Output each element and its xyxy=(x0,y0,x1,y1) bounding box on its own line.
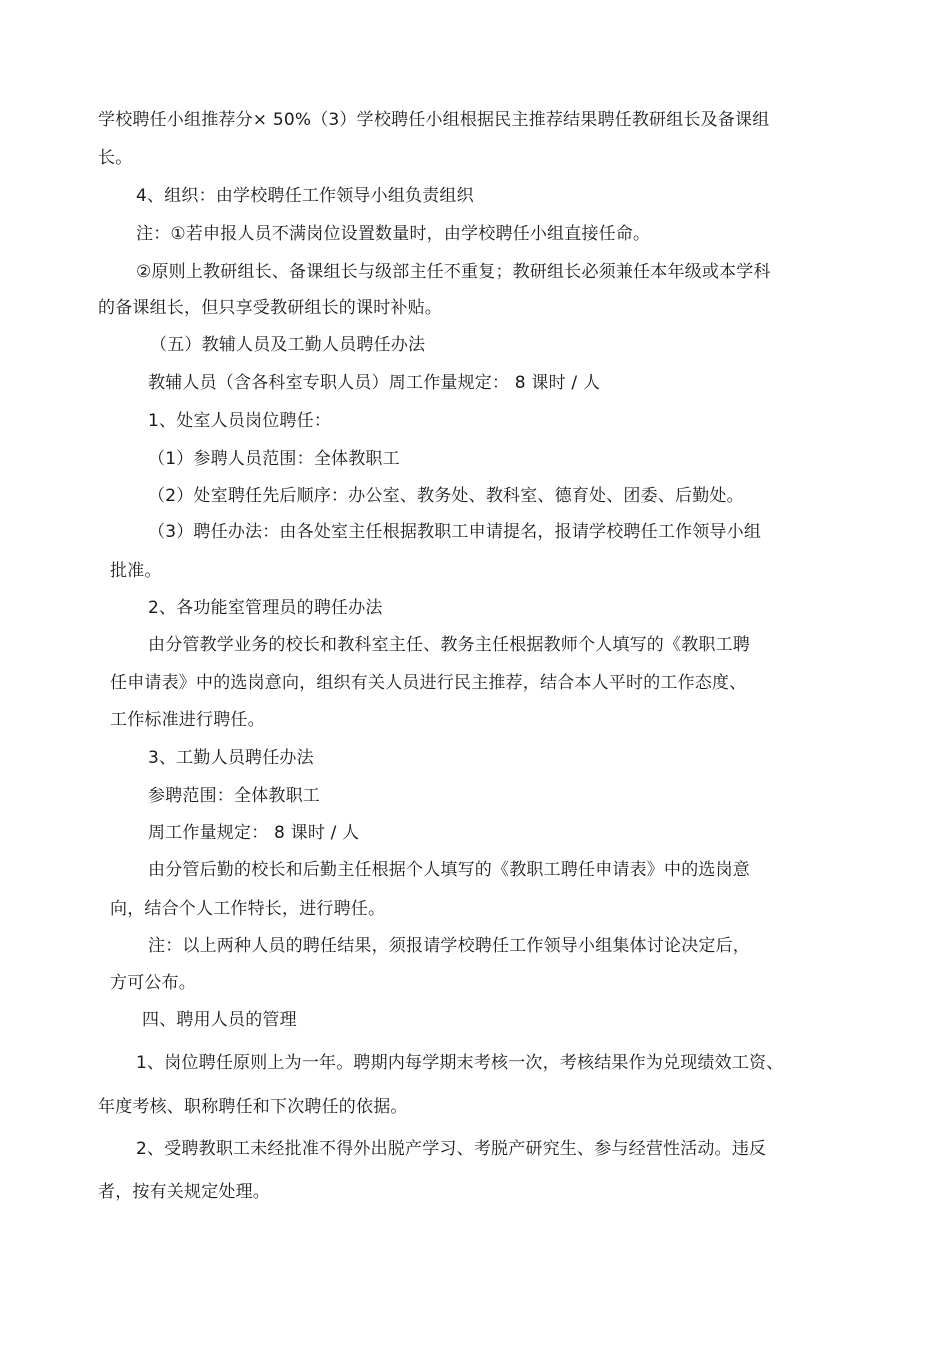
text-line: 的备课组长，但只享受教研组长的课时补贴。 xyxy=(98,298,442,318)
text-line: 批准。 xyxy=(110,561,162,581)
text-line: 注：以上两种人员的聘任结果，须报请学校聘任工作领导小组集体讨论决定后， xyxy=(148,936,750,956)
section-heading: 四、聘用人员的管理 xyxy=(142,1010,297,1030)
text-line: 由分管教学业务的校长和教科室主任、教务主任根据教师个人填写的《教职工聘 xyxy=(148,635,750,655)
text-line: 1、岗位聘任原则上为一年。聘期内每学期末考核一次，考核结果作为兑现绩效工资、 xyxy=(136,1053,784,1073)
text-line: 学校聘任小组推荐分× 50%（3）学校聘任小组根据民主推荐结果聘任教研组长及备课组 xyxy=(98,110,770,130)
text-line: 长。 xyxy=(98,148,133,168)
text-line: 年度考核、职称聘任和下次聘任的依据。 xyxy=(98,1097,408,1117)
text-line: （3）聘任办法：由各处室主任根据教职工申请提名，报请学校聘任工作领导小组 xyxy=(148,522,762,542)
text-line: 1、处室人员岗位聘任： xyxy=(148,411,332,431)
text-line: （2）处室聘任先后顺序：办公室、教务处、教科室、德育处、团委、后勤处。 xyxy=(148,486,744,506)
text-line: 由分管后勤的校长和后勤主任根据个人填写的《教职工聘任申请表》中的选岗意 xyxy=(148,860,750,880)
text-line: 方可公布。 xyxy=(110,973,196,993)
text-line: 者，按有关规定处理。 xyxy=(98,1182,270,1202)
text-line: 向，结合个人工作特长，进行聘任。 xyxy=(110,899,386,919)
section-heading: （五）教辅人员及工勤人员聘任办法 xyxy=(150,335,426,355)
text-line: 教辅人员（含各科室专职人员）周工作量规定： 8 课时 / 人 xyxy=(148,373,601,393)
text-line: 2、受聘教职工未经批准不得外出脱产学习、考脱产研究生、参与经营性活动。违反 xyxy=(136,1139,767,1159)
text-line: 注：①若申报人员不满岗位设置数量时，由学校聘任小组直接任命。 xyxy=(136,224,651,244)
text-line: （1）参聘人员范围：全体教职工 xyxy=(148,449,400,469)
text-line: 2、各功能室管理员的聘任办法 xyxy=(148,598,383,618)
text-line: 工作标准进行聘任。 xyxy=(110,710,265,730)
text-line: 4、组织：由学校聘任工作领导小组负责组织 xyxy=(136,186,474,206)
text-line: ②原则上教研组长、备课组长与级部主任不重复；教研组长必须兼任本年级或本学科 xyxy=(136,262,771,282)
text-line: 参聘范围：全体教职工 xyxy=(148,786,320,806)
text-line: 任申请表》中的选岗意向，组织有关人员进行民主推荐，结合本人平时的工作态度、 xyxy=(110,673,747,693)
text-line: 周工作量规定： 8 课时 / 人 xyxy=(148,823,360,843)
text-line: 3、工勤人员聘任办法 xyxy=(148,748,314,768)
